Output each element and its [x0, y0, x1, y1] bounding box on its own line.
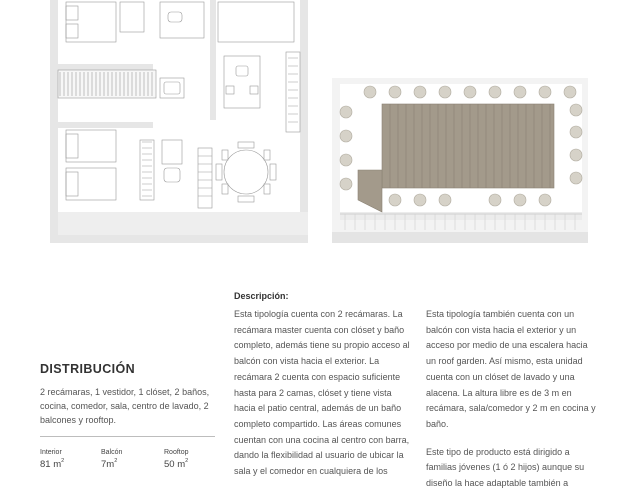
stat-label: Interior	[40, 449, 62, 456]
divider	[40, 436, 215, 437]
rooftop-floor-plan	[332, 78, 588, 243]
description-column-1: Esta tipología cuenta con 2 recámaras. La recámara master cuenta con clóset y baño completo, además tiene su propio acceso al balcón con vista hacia el exterior. La recámara 2 cuenta con espacio suficiente hasta para 2 camas, clóset y tiene vista hacia el patio central, además de un baño completo compartido. Las áreas comunes cuentan con una cocina al centro con barra, dando la flexibilidad al usuario de ubicar la sala y el comedor en cualquiera de los	[234, 309, 410, 477]
stat-rooftop	[164, 449, 189, 470]
interior-floor-plan	[50, 0, 308, 243]
stat-value: 81 $m^2$	[40, 458, 65, 470]
description-paragraph: Esta tipología también cuenta con un balcón con vista hacia el exterior y un acceso por medio de una escalera hacia un roof garden. Así mismo, esta unidad cuenta con un clóset de lavado y una alacena. La altura libre es de 3 m en recámara, sala/comedor y 2 m en cocina y baño.	[426, 309, 596, 429]
stat-balcon	[101, 449, 122, 470]
distribution-heading: DISTRIBUCIÓN	[40, 362, 136, 376]
stat-interior	[40, 449, 64, 470]
stat-value: 50 $m^2$	[164, 458, 189, 470]
stat-label: Rooftop	[164, 449, 189, 456]
distribution-summary: 2 recámaras, 1 vestidor, 1 clóset, 2 baños, cocina, comedor, sala, centro de lavado, 2 balcones y rooftop.	[40, 387, 210, 425]
stat-value: $7m^2$	[101, 458, 118, 470]
description-title: Descripción:	[234, 291, 289, 301]
description-paragraph: Este tipo de producto está dirigido a familias jóvenes (1 ó 2 hijos) aunque su diseño la hace adaptable también a	[426, 446, 585, 489]
stat-label: Balcón	[101, 449, 123, 456]
description-column-2	[426, 307, 596, 492]
floor-plans	[0, 0, 640, 245]
